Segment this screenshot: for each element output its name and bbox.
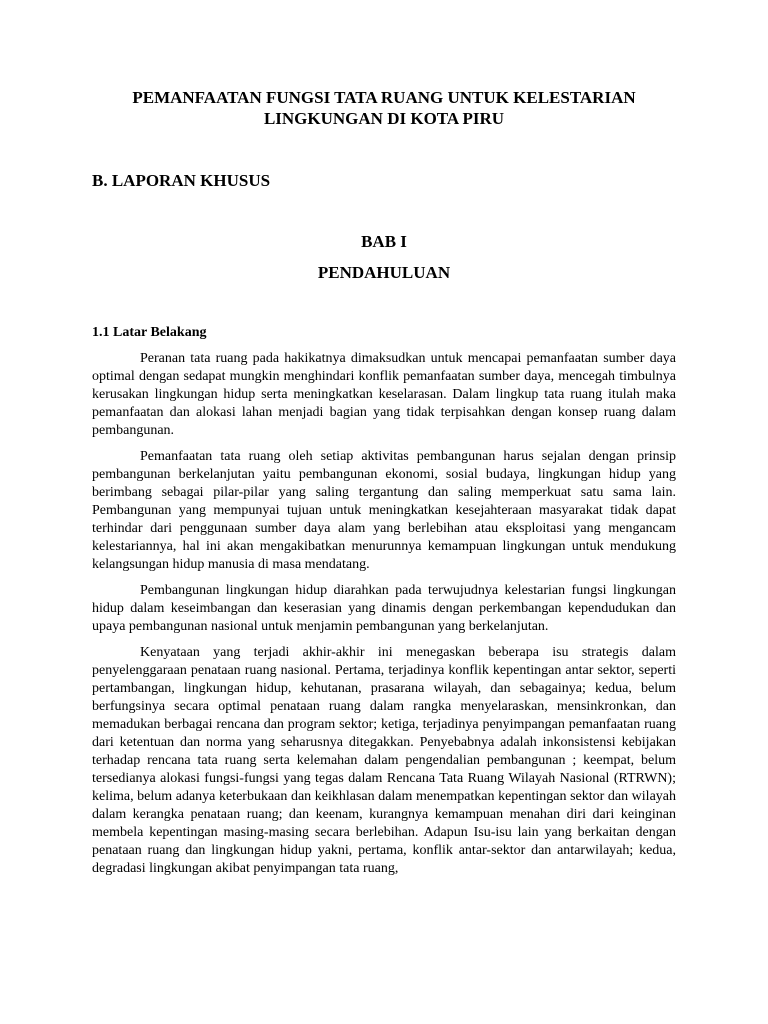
body-text — [92, 350, 676, 886]
section-heading: B. LAPORAN KHUSUS — [92, 171, 271, 190]
paragraph: Peranan tata ruang pada hakikatnya dimaksudkan untuk mencapai pemanfaatan sumber daya optimal dengan sedapat mungkin menghindari konflik pemanfaatan sumber daya, mencegah timbulnya kerusakan lingkungan hidup serta meningkatkan keselarasan. Dalam lingkup tata ruang itulah maka pemanfaatan dan alokasi lahan menjadi bagian yang tidak terpisahkan dengan konsep ruang dalam pembangunan. — [92, 351, 676, 438]
chapter-title: PENDAHULUAN — [317, 263, 451, 282]
paragraph: Kenyataan yang terjadi akhir-akhir ini menegaskan beberapa isu strategis dalam penyelenggaraan penataan ruang nasional. Pertama, terjadinya konflik kepentingan antar sektor, seperti pertambangan, lingkungan hidup, kehutanan, prasarana wilayah, dan sebagainya; kedua, belum berfungsinya secara optimal penataan ruang dalam rangka menyelaraskan, mensinkronkan, dan memadukan berbagai rencana dan program sektor; ketiga, terjadinya penyimpangan pemanfaatan ruang dari ketentuan dan norma yang seharusnya ditegakkan. Penyebabnya adalah inkonsistensi kebijakan terhadap rencana tata ruang serta kelemahan dalam pengendalian pembangunan ; keempat, belum tersedianya alokasi fungsi-fungsi yang tegas dalam Rencana Tata Ruang Wilayah Nasional (RTRWN); kelima, belum adanya keterbukaan dan keikhlasan dalam menempatkan kepentingan sektor dan wilayah dalam kerangka penataan ruang; dan keenam, kurangnya kemampuan menahan diri dari keinginan membela kepentingan masing-masing secara berlebihan. Adapun Isu-isu lain yang berkaitan dengan penataan ruang dan lingkungan hidup yakni, pertama, konflik antar-sektor dan antarwilayah; kedua, degradasi lingkungan akibat penyimpangan tata ruang, — [92, 645, 676, 876]
subsection-heading: 1.1 Latar Belakang — [92, 325, 207, 340]
chapter-number: BAB I — [361, 232, 407, 251]
paragraph: Pemanfaatan tata ruang oleh setiap aktivitas pembangunan harus sejalan dengan prinsip pembangunan berkelanjutan yaitu pembangunan ekonomi, sosial budaya, lingkungan hidup yang berimbang sebagai pilar-pilar yang saling tergantung dan saling memperkuat satu sama lain. Pembangunan yang mempunyai tujuan untuk meningkatkan kesejahteraan masyarakat tidak dapat terhindar dari penggunaan sumber daya alam yang berlebihan atau eksploitasi yang mengancam kelestariannya, hal ini akan mengakibatkan menurunnya kemampuan lingkungan untuk mendukung kelangsungan hidup manusia di masa mendatang. — [92, 449, 676, 572]
document-title-line-2: LINGKUNGAN DI KOTA PIRU — [263, 109, 505, 128]
document-title — [92, 87, 676, 129]
paragraph: Pembangunan lingkungan hidup diarahkan pada terwujudnya kelestarian fungsi lingkungan hidup dalam keseimbangan dan keserasian yang dinamis dengan perkembangan kependudukan dan upaya pembangunan nasional untuk menjamin pembangunan yang berkelanjutan. — [92, 583, 676, 634]
document-title-line-1: PEMANFAATAN FUNGSI TATA RUANG UNTUK KELESTARIAN — [132, 88, 636, 107]
